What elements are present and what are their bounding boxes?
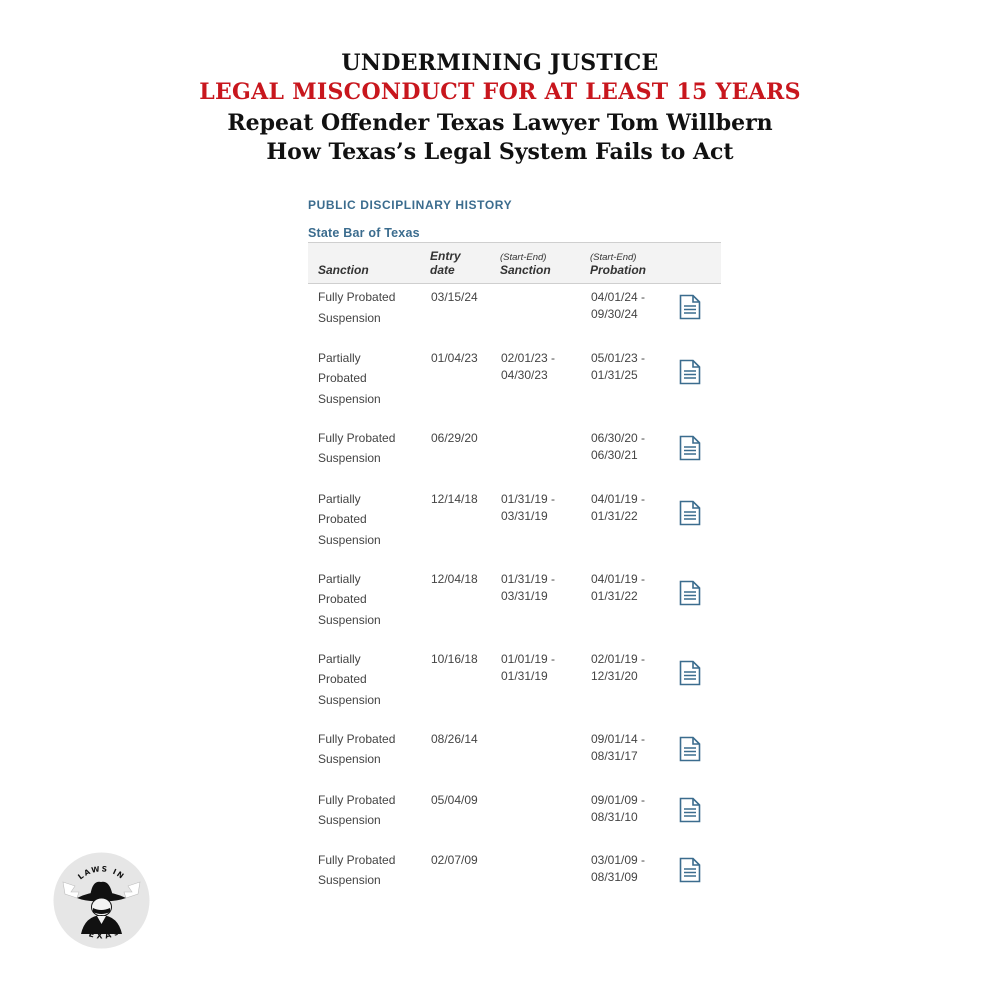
cell-probation-range: 03/01/09 - 08/31/09 bbox=[591, 852, 646, 884]
cell-sanction: Partially Probated Suspension bbox=[318, 651, 381, 707]
table-body bbox=[308, 284, 721, 907]
cell-probation-range: 09/01/14 - 08/31/17 bbox=[591, 731, 646, 763]
cell-entry-date: 12/14/18 bbox=[431, 491, 478, 506]
cell-sanction-range bbox=[500, 284, 590, 345]
cell-entry-date: 08/26/14 bbox=[431, 731, 478, 746]
headline-line-1: UNDERMINING JUSTICE bbox=[341, 50, 659, 76]
cell-entry-date: 01/04/23 bbox=[431, 350, 478, 365]
cell-probation-range: 02/01/19 - 12/31/20 bbox=[591, 651, 646, 683]
cell-sanction-range: 01/31/19 - 03/31/19 bbox=[501, 491, 556, 523]
cell-sanction-range: 01/01/19 - 01/31/19 bbox=[501, 651, 556, 683]
cell-document bbox=[678, 345, 721, 425]
cell-probation-range: 09/01/09 - 08/31/10 bbox=[591, 792, 646, 824]
cell-sanction-range bbox=[500, 847, 590, 907]
cell-probation-range: 04/01/19 - 01/31/22 bbox=[591, 491, 646, 523]
cell-document bbox=[678, 425, 721, 486]
document-icon[interactable] bbox=[679, 736, 701, 762]
table-row bbox=[308, 787, 721, 847]
table-row bbox=[308, 486, 721, 566]
section-subtitle: State Bar of Texas bbox=[308, 226, 420, 240]
cell-document bbox=[678, 646, 721, 726]
col-header-sanction: Sanction bbox=[308, 243, 430, 284]
cell-document bbox=[678, 847, 721, 907]
headline-line-4: How Texas’s Legal System Fails to Act bbox=[266, 139, 734, 165]
cell-sanction: Fully Probated Suspension bbox=[318, 852, 396, 887]
document-icon[interactable] bbox=[679, 797, 701, 823]
table-header-row bbox=[308, 243, 721, 284]
document-icon[interactable] bbox=[679, 294, 701, 320]
cell-sanction-range: 02/01/23 - 04/30/23 bbox=[501, 350, 556, 382]
disciplinary-table bbox=[308, 242, 721, 907]
cell-entry-date: 12/04/18 bbox=[431, 571, 478, 586]
col-header-document bbox=[678, 243, 721, 284]
cell-probation-range: 04/01/24 - 09/30/24 bbox=[591, 290, 646, 321]
document-icon[interactable] bbox=[679, 500, 701, 526]
logo-text-bottom: TEXAS bbox=[79, 925, 124, 941]
col-header-sanction-range: (Start-End) Sanction bbox=[500, 243, 590, 284]
col-header-probation-range: (Start-End) Probation bbox=[590, 243, 678, 284]
cell-document bbox=[678, 566, 721, 646]
table-row bbox=[308, 345, 721, 425]
cell-entry-date: 10/16/18 bbox=[431, 651, 478, 666]
cell-entry-date: 06/29/20 bbox=[431, 430, 478, 445]
document-icon[interactable] bbox=[679, 857, 701, 883]
cell-entry-date: 02/07/09 bbox=[431, 852, 478, 867]
table-row bbox=[308, 847, 721, 907]
table-row bbox=[308, 284, 721, 345]
cell-sanction-range: 01/31/19 - 03/31/19 bbox=[501, 571, 556, 603]
table-row bbox=[308, 425, 721, 486]
cell-entry-date: 05/04/09 bbox=[431, 792, 478, 807]
cell-document bbox=[678, 486, 721, 566]
document-icon[interactable] bbox=[679, 359, 701, 385]
cell-document bbox=[678, 726, 721, 787]
cell-sanction-range bbox=[500, 726, 590, 787]
col-header-entry-date: Entry date bbox=[430, 243, 500, 284]
cell-document bbox=[678, 787, 721, 847]
cell-sanction: Partially Probated Suspension bbox=[318, 350, 381, 406]
disciplinary-history-panel bbox=[308, 198, 711, 907]
cell-sanction: Fully Probated Suspension bbox=[318, 792, 396, 827]
cell-probation-range: 04/01/19 - 01/31/22 bbox=[591, 571, 646, 603]
laws-in-texas-logo bbox=[53, 852, 150, 949]
section-title: PUBLIC DISCIPLINARY HISTORY bbox=[308, 198, 513, 212]
cell-sanction-range bbox=[500, 787, 590, 847]
table-row bbox=[308, 646, 721, 726]
document-icon[interactable] bbox=[679, 435, 701, 461]
document-icon[interactable] bbox=[679, 660, 701, 686]
table-row bbox=[308, 566, 721, 646]
document-icon[interactable] bbox=[679, 580, 701, 606]
cell-sanction: Partially Probated Suspension bbox=[318, 491, 381, 547]
cell-entry-date: 03/15/24 bbox=[431, 290, 478, 304]
logo-text-top: LAWS IN bbox=[76, 864, 127, 882]
cell-probation-range: 06/30/20 - 06/30/21 bbox=[591, 430, 646, 462]
cell-document bbox=[678, 284, 721, 345]
headline-line-2: LEGAL MISCONDUCT FOR AT LEAST 15 YEARS bbox=[199, 79, 801, 105]
cowboy-logo-icon bbox=[53, 852, 150, 949]
cell-sanction-range bbox=[500, 425, 590, 486]
cell-sanction: Fully Probated Suspension bbox=[318, 430, 396, 465]
cell-sanction: Fully Probated Suspension bbox=[318, 731, 396, 766]
headline-line-3: Repeat Offender Texas Lawyer Tom Willbern bbox=[227, 110, 773, 136]
cell-sanction: Partially Probated Suspension bbox=[318, 571, 381, 627]
cell-sanction: Fully Probated Suspension bbox=[318, 290, 396, 325]
table-row bbox=[308, 726, 721, 787]
cell-probation-range: 05/01/23 - 01/31/25 bbox=[591, 350, 646, 382]
